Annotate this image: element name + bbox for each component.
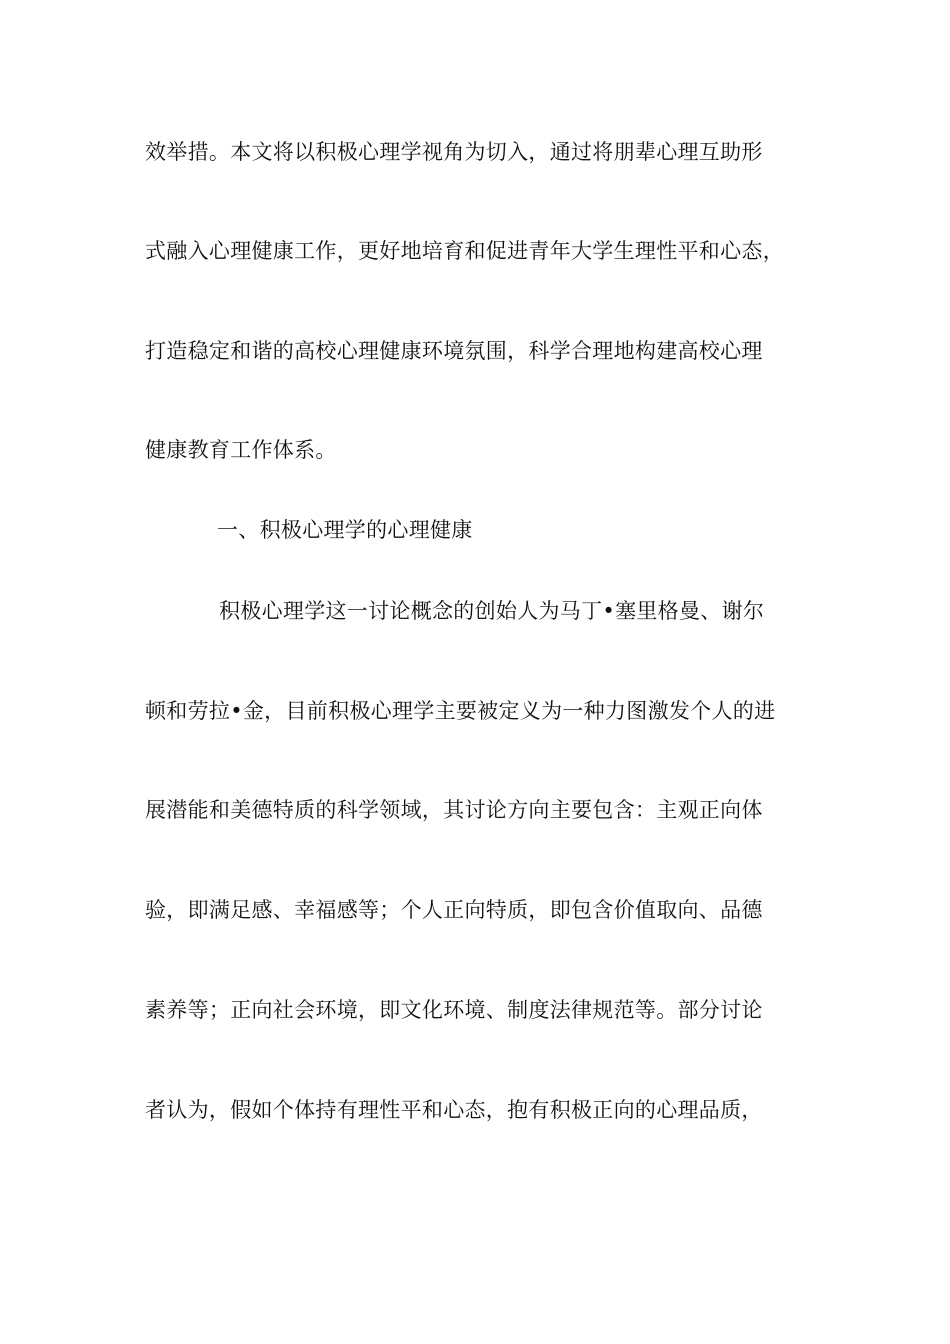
paragraph-2-line-3: 展潜能和美德特质的科学领域，其讨论方向主要包含：主观正向体 bbox=[145, 798, 763, 822]
section-heading: 一、积极心理学的心理健康 bbox=[217, 518, 473, 542]
paragraph-2-line-4: 验，即满足感、幸福感等；个人正向特质，即包含价值取向、品德 bbox=[145, 898, 763, 922]
paragraph-2-line-5: 素养等；正向社会环境，即文化环境、制度法律规范等。部分讨论 bbox=[145, 998, 763, 1022]
paragraph-2-line-2: 顿和劳拉•金，目前积极心理学主要被定义为一种力图激发个人的进 bbox=[145, 699, 776, 723]
paragraph-1-line-1: 效举措。本文将以积极心理学视角为切入，通过将朋辈心理互助形 bbox=[145, 140, 763, 164]
paragraph-2-line-6: 者认为，假如个体持有理性平和心态，抱有积极正向的心理品质， bbox=[145, 1098, 763, 1122]
paragraph-2-line-1: 积极心理学这一讨论概念的创始人为马丁•塞里格曼、谢尔 bbox=[219, 599, 765, 623]
paragraph-1-line-4: 健康教育工作体系。 bbox=[145, 438, 337, 462]
paragraph-1-line-2: 式融入心理健康工作，更好地培育和促进青年大学生理性平和心态， bbox=[145, 239, 784, 263]
paragraph-1-line-3: 打造稳定和谐的高校心理健康环境氛围，科学合理地构建高校心理 bbox=[145, 339, 763, 363]
